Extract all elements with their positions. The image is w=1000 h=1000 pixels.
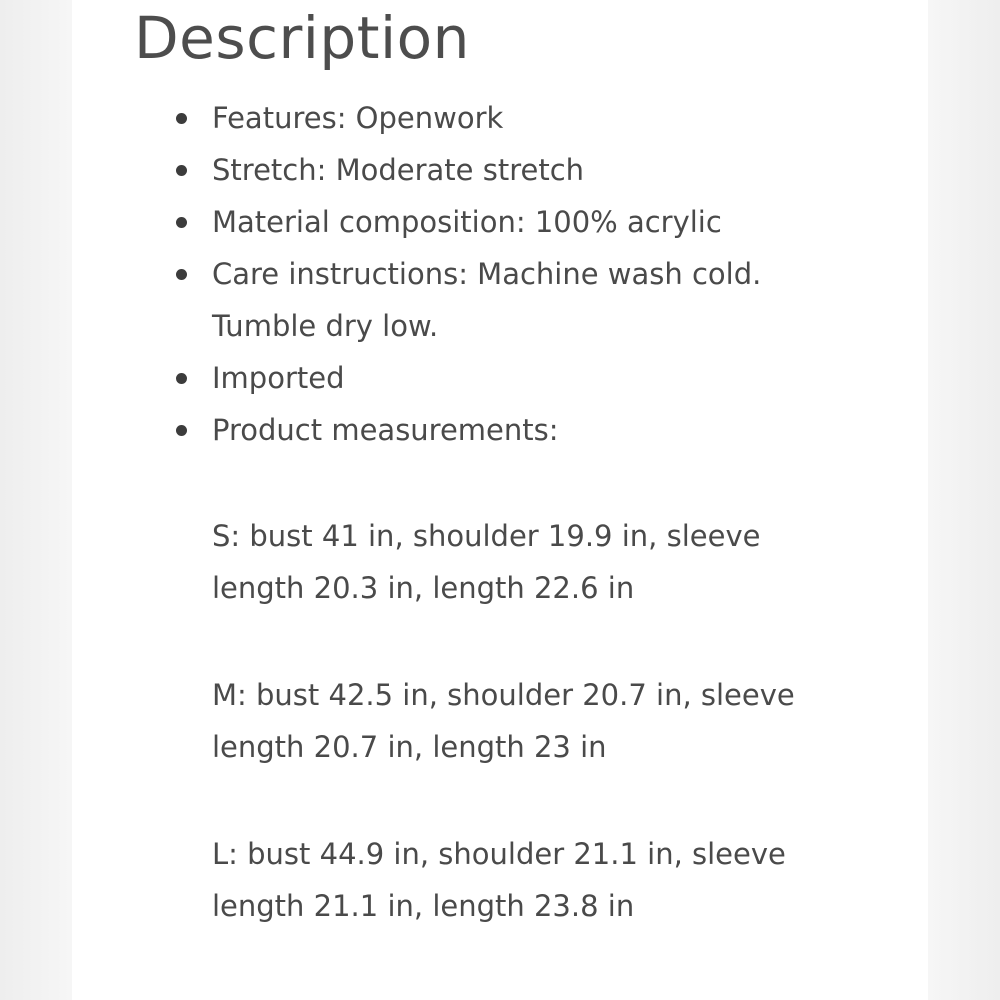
size-m-measurements <box>212 669 852 773</box>
bullet-icon <box>176 269 187 280</box>
material-text: Material composition: 100% acrylic <box>212 205 722 239</box>
measurements-text: Product measurements: <box>212 413 559 447</box>
size-l-line1: L: bust 44.9 in, shoulder 21.1 in, sleeve <box>212 837 786 871</box>
bullet-icon <box>176 217 187 228</box>
care-text-line2: Tumble dry low. <box>212 309 439 343</box>
list-item-care <box>212 248 852 352</box>
bullet-icon <box>176 113 187 124</box>
description-card <box>72 0 928 1000</box>
size-l-line2: length 21.1 in, length 23.8 in <box>212 889 635 923</box>
list-item-material <box>212 196 852 248</box>
list-item-stretch <box>212 144 852 196</box>
page-title: Description <box>134 4 470 72</box>
stretch-text: Stretch: Moderate stretch <box>212 153 585 187</box>
bullet-icon <box>176 425 187 436</box>
size-m-line2: length 20.7 in, length 23 in <box>212 730 607 764</box>
page-margin-right <box>928 0 1000 1000</box>
list-item-measurements <box>212 404 852 456</box>
bullet-icon <box>176 165 187 176</box>
feature-list <box>212 92 852 456</box>
size-s-line2: length 20.3 in, length 22.6 in <box>212 571 635 605</box>
size-s-line1: S: bust 41 in, shoulder 19.9 in, sleeve <box>212 519 761 553</box>
size-s-measurements <box>212 510 852 614</box>
list-item-features <box>212 92 852 144</box>
imported-text: Imported <box>212 361 345 395</box>
size-l-measurements <box>212 828 852 932</box>
features-text: Features: Openwork <box>212 101 504 135</box>
size-m-line1: M: bust 42.5 in, shoulder 20.7 in, sleeve <box>212 678 795 712</box>
page-margin-left <box>0 0 72 1000</box>
list-item-imported <box>212 352 852 404</box>
care-text-line1: Care instructions: Machine wash cold. <box>212 257 762 291</box>
bullet-icon <box>176 373 187 384</box>
